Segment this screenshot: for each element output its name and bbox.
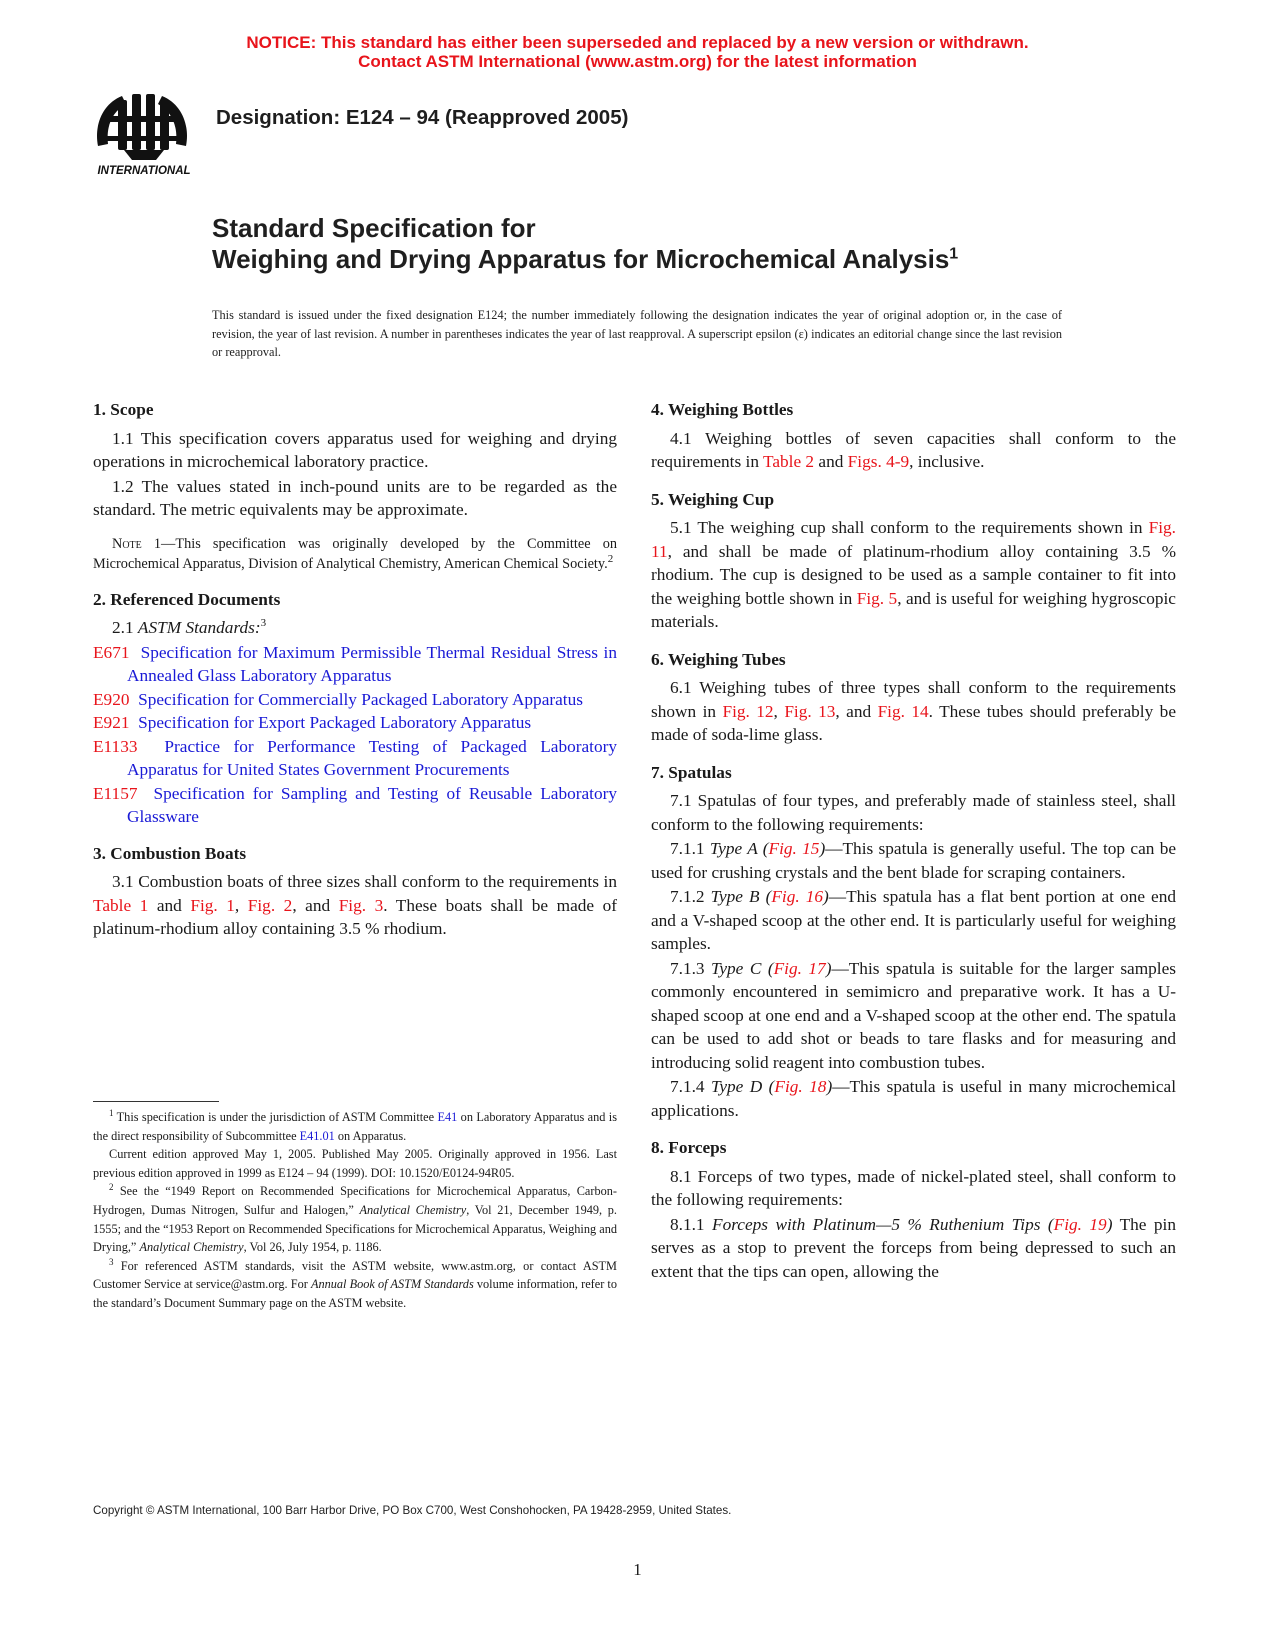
para-7-1-3 [651, 957, 1176, 1075]
notice-line-1: NOTICE: This standard has either been superseded and replaced by a new version or withdrawn. [246, 33, 1029, 52]
committee-e41-link[interactable]: E41 [437, 1110, 458, 1124]
ref-id[interactable]: E1157 [93, 783, 138, 803]
num: 7.1.2 [670, 887, 711, 906]
para-2-1 [93, 616, 617, 640]
logo-text: INTERNATIONAL [97, 165, 191, 177]
text: , [234, 895, 248, 915]
section-3-heading: 3. Combustion Boats [93, 843, 247, 863]
note-label: Note [112, 535, 142, 552]
para-4-1 [651, 427, 1176, 474]
text: The pin serves as a stop to prevent the forceps from being depressed to such an extent that the tips can open, allowing the [651, 1214, 1176, 1281]
text: 4.1 Weighing bottles of seven capacities shall conform to the requirements in [651, 428, 1176, 471]
text: , Vol 21, December 1949, p. 1555; and the “1953 Report on Recommended Specifications for Microchemical Apparatus, Weighing and Drying,” [93, 1202, 617, 1255]
text: , and [835, 701, 878, 721]
para-1-2: 1.2 The values stated in inch-pound units are to be regarded as the standard. The metric equivalents may be approximate. [93, 476, 617, 519]
title-line-1: Standard Specification for [212, 213, 536, 243]
paren: ) [1106, 1214, 1113, 1234]
withdrawal-notice [0, 33, 1275, 71]
text: , inclusive. [909, 452, 985, 471]
text: , [773, 701, 785, 721]
text: —This spatula is useful in many microchemical applications. [651, 1077, 1176, 1120]
section-5-heading: 5. Weighing Cup [651, 489, 775, 509]
note-sup: 2 [607, 553, 614, 566]
text: For referenced ASTM standards, visit the ASTM website, www.astm.org, or contact ASTM Customer Service at service@astm.org. For [93, 1258, 617, 1292]
footnote-3 [93, 1257, 617, 1313]
book-title: Annual Book of ASTM Standards [310, 1277, 474, 1292]
text: —This spatula is suitable for the larger samples commonly encountered in semimicro and preparative work. It has a U-shaped scoop at one end and a V-shaped scoop at the other end. The spatula can be used to add shot or beads to tare flasks and for measuring and introducing solid reagent into combustion tubes. [651, 958, 1177, 1072]
section-1-heading: 1. Scope [93, 400, 154, 419]
text: . These tubes should preferably be made of soda-lime glass. [651, 701, 1176, 744]
subcommittee-e41-01-link[interactable]: E41.01 [299, 1128, 335, 1143]
ref-link[interactable]: Practice for Performance Testing of Packaged Laboratory Apparatus for United States Government Procurements [127, 736, 617, 779]
section-6-heading: 6. Weighing Tubes [651, 649, 786, 669]
section-4-heading: 4. Weighing Bottles [651, 400, 794, 419]
para-5-1 [651, 516, 1176, 634]
fn-sup: 2 [109, 1182, 114, 1193]
type-label: Type D ( [711, 1077, 775, 1096]
ref-e921[interactable] [93, 711, 617, 735]
ref-id[interactable]: E1133 [93, 736, 138, 756]
section-7-heading: 7. Spatulas [651, 762, 732, 782]
title-footnote-ref: 1 [949, 245, 959, 263]
ref-e920[interactable] [93, 688, 617, 712]
text: 6.1 Weighing tubes of three types shall conform to the requirements shown in [651, 678, 1176, 721]
issued-statement: This standard is issued under the fixed designation E124; the number immediately following the designation indicates the year of original adoption or, in the case of revision, the year of last revision. A number in parentheses indicates the year of last reapproval. A superscript epsilon (ε) indicates an editorial change since the last revision or reapproval. [212, 308, 1062, 359]
fig-16-link[interactable]: Fig. 16 [771, 887, 824, 906]
journal-title: Analytical Chemistry [359, 1202, 467, 1217]
fig-14-link[interactable]: Fig. 14 [877, 701, 929, 721]
num: 7.1.3 [670, 958, 712, 978]
fig-19-link[interactable]: Fig. 19 [1053, 1214, 1107, 1234]
table-2-link[interactable]: Table 2 [762, 452, 815, 471]
paren: ) [826, 1077, 833, 1096]
ref-id[interactable]: E671 [93, 642, 130, 662]
note-1 [93, 534, 617, 575]
ref-id[interactable]: E920 [93, 689, 130, 709]
type-label: Type A ( [709, 839, 769, 858]
text: See the “1949 Report on Recommended Specifications for Microchemical Apparatus, Carbon-Hydrogen, Dumas Nitrogen, Sulfur and Halogen,” [93, 1184, 617, 1217]
text: and [814, 452, 848, 471]
ref-link[interactable]: Specification for Commercially Packaged Laboratory Apparatus [138, 689, 583, 709]
para-7-1-4 [651, 1075, 1176, 1122]
fig-17-link[interactable]: Fig. 17 [773, 958, 826, 978]
text: , Vol 26, July 1954, p. 1186. [243, 1240, 382, 1255]
copyright: Copyright © ASTM International, 100 Barr Harbor Drive, PO Box C700, West Conshohocken, PA 19428-2959, United States. [93, 1504, 732, 1517]
text: 5.1 The weighing cup shall conform to the requirements shown in [670, 518, 1149, 537]
fig-1-link[interactable]: Fig. 1 [190, 895, 235, 915]
type-label: Type C ( [711, 958, 774, 978]
para-1-1: 1.1 This specification covers apparatus used for weighing and drying operations in microchemical laboratory practice. [93, 428, 617, 471]
page-number: 1 [633, 1560, 642, 1579]
ref-e671[interactable] [93, 641, 617, 688]
fn-sup: 3 [109, 1256, 114, 1267]
text: This specification is under the jurisdiction of ASTM Committee [113, 1110, 438, 1124]
footnote-rule [93, 1101, 219, 1102]
text: volume information, refer to the standard’s Document Summary page on the ASTM website. [93, 1277, 617, 1310]
text: on Apparatus. [334, 1128, 407, 1143]
para-2-1-sup: 3 [260, 617, 267, 630]
footnotes [93, 1108, 617, 1313]
text: —This spatula has a flat bent portion at one end and a V-shaped scoop at the other end. It is particularly useful for weighing samples. [651, 887, 1176, 953]
section-8-heading: 8. Forceps [651, 1138, 727, 1157]
ref-link[interactable]: Specification for Sampling and Testing of Reusable Laboratory Glassware [127, 783, 618, 826]
left-column [93, 398, 617, 942]
paren: ) [823, 887, 829, 906]
fn-sup: 1 [109, 1107, 114, 1118]
num: 8.1.1 [670, 1214, 713, 1234]
footnote-1 [93, 1108, 617, 1145]
document-title [212, 213, 958, 275]
text: 3.1 Combustion boats of three sizes shall conform to the requirements in [112, 872, 617, 891]
fig-13-link[interactable]: Fig. 13 [784, 701, 836, 721]
astm-standards-label: ASTM Standards: [137, 618, 261, 637]
note-text: 1—This specification was originally developed by the Committee on Microchemical Apparatus, Division of Analytical Chemistry, American Chemical Society. [93, 535, 617, 572]
num: 7.1.4 [670, 1077, 711, 1096]
ref-link[interactable]: Specification for Maximum Permissible Thermal Residual Stress in Annealed Glass Laboratory Apparatus [127, 642, 618, 685]
text: . These boats shall be made of platinum-rhodium alloy containing 3.5 % rhodium. [93, 895, 617, 938]
designation: Designation: E124 – 94 (Reapproved 2005) [216, 106, 629, 129]
num: 7.1.1 [670, 839, 710, 858]
fig-18-link[interactable]: Fig. 18 [774, 1077, 827, 1096]
fig-12-link[interactable]: Fig. 12 [722, 701, 774, 721]
astm-logo [88, 86, 200, 182]
ref-id[interactable]: E921 [93, 713, 130, 732]
text: , and [292, 895, 339, 915]
fig-2-link[interactable]: Fig. 2 [247, 895, 293, 915]
footnote-1-edition: Current edition approved May 1, 2005. Published May 2005. Originally approved in 1956. Last previous edition approved in 1999 as E124 – 94 (1999). DOI: 10.1520/E0124-94R05. [93, 1147, 617, 1180]
forceps-label: Forceps with Platinum—5 % Ruthenium Tips ( [712, 1214, 1054, 1234]
figs-4-9-link[interactable]: Figs. 4-9 [847, 452, 910, 471]
journal-title: Analytical Chemistry [139, 1240, 244, 1255]
paren: ) [819, 839, 826, 858]
section-2-heading: 2. Referenced Documents [93, 589, 281, 609]
title-line-2: Weighing and Drying Apparatus for Microchemical Analysis [212, 244, 950, 274]
fig-11-link[interactable]: Fig. 11 [651, 518, 1176, 561]
ref-e1133[interactable] [93, 735, 617, 782]
para-7-1-2 [651, 885, 1176, 956]
ref-e1157[interactable] [93, 782, 617, 829]
footnote-2 [93, 1182, 617, 1256]
ref-link[interactable]: Specification for Export Packaged Laboratory Apparatus [138, 713, 532, 732]
text: , and is useful for weighing hygroscopic materials. [651, 588, 1176, 631]
text: —This spatula is generally useful. The top can be used for crushing crystals and the bent blade for scraping containers. [651, 839, 1177, 882]
para-8-1: 8.1 Forceps of two types, made of nickel-plated steel, shall conform to the following requirements: [651, 1166, 1176, 1209]
notice-line-2: Contact ASTM International (www.astm.org) for the latest information [358, 52, 917, 71]
para-8-1-1 [651, 1213, 1176, 1284]
text: and [148, 895, 191, 915]
type-label: Type B ( [710, 887, 772, 906]
text: on Laboratory Apparatus and is the direct responsibility of Subcommittee [93, 1110, 617, 1143]
fig-15-link[interactable]: Fig. 15 [768, 839, 820, 858]
para-3-1 [93, 870, 617, 941]
text: , and shall be made of platinum-rhodium alloy containing 3.5 % rhodium. The cup is designed to be used as a sample container to fit into the weighing bottle shown in [651, 541, 1176, 608]
para-7-1: 7.1 Spatulas of four types, and preferably made of stainless steel, shall conform to the following requirements: [651, 791, 1176, 834]
table-1-link[interactable]: Table 1 [93, 895, 149, 915]
para-6-1 [651, 676, 1176, 747]
para-2-1-num: 2.1 [112, 618, 138, 637]
fig-5-link[interactable]: Fig. 5 [856, 588, 898, 608]
paren: ) [825, 958, 832, 978]
right-column [651, 398, 1176, 1284]
para-7-1-1 [651, 837, 1176, 884]
fig-3-link[interactable]: Fig. 3 [338, 895, 384, 915]
